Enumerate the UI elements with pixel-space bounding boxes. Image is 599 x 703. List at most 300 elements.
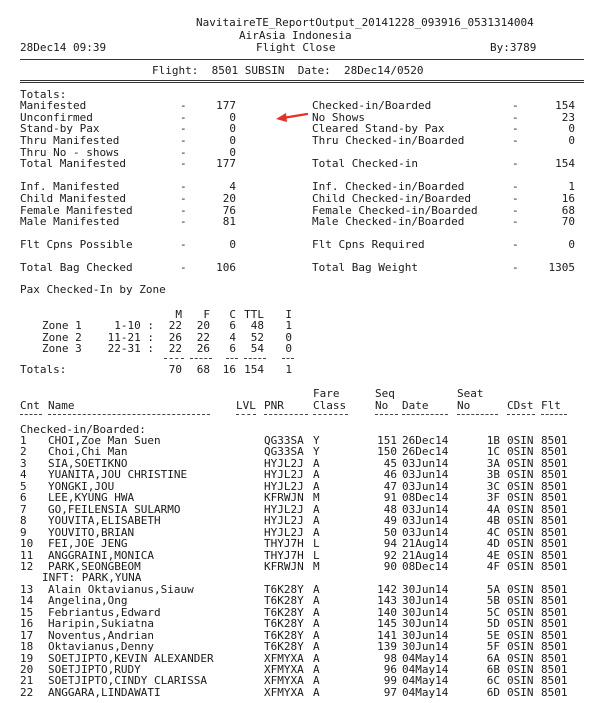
pax-cnt: 18 — [20, 640, 34, 654]
totals-left-value: 76 — [222, 204, 236, 217]
totals-right-label: Inf. Checked-in/Boarded — [312, 180, 465, 193]
pax-name: SOETJIPTO,KEVIN ALEXANDER — [48, 651, 214, 665]
totals-left-label: Stand-by Pax — [20, 122, 100, 135]
totals-right-dash: - — [512, 238, 519, 251]
pax-seat: 4D — [486, 537, 500, 551]
zone-cell: 0 — [285, 330, 292, 344]
pax-fare-class: A — [313, 640, 320, 654]
pax-name: Alain Oktavianus,Siauw — [48, 582, 194, 596]
pax-seat: 4F — [486, 559, 500, 573]
pax-date: 30Jun14 — [402, 594, 449, 608]
zone-cell: 48 — [250, 319, 264, 332]
pax-pnr: HYJL2J — [264, 456, 304, 470]
pax-date: 04May14 — [402, 663, 449, 676]
pax-name: CHOI,Zoe Man Suen — [48, 434, 161, 447]
pax-cdst: 0SIN — [507, 685, 534, 699]
pax-date: 08Dec14 — [402, 491, 449, 505]
pax-seq: 139 — [377, 640, 397, 654]
totals-right-value: 1 — [568, 180, 575, 193]
pax-name: GO,FEILENSIA SULARMO — [48, 502, 181, 516]
zone-cell: 6 — [229, 319, 236, 332]
pax-flt: 8501 — [541, 674, 568, 688]
pax-cnt: 5 — [20, 479, 27, 493]
totals-right-value: 0 — [568, 134, 575, 147]
pax-cdst: 0SIN — [507, 594, 534, 608]
pax-header-dash — [236, 414, 256, 415]
report-name: Flight Close — [256, 41, 336, 54]
pax-flt: 8501 — [541, 617, 568, 631]
pax-name: PARK,SEONGBEOM — [48, 559, 141, 573]
totals-right-label: Flt Cpns Required — [312, 238, 425, 251]
totals-left-label: Inf. Manifested — [20, 180, 120, 193]
totals-left-value: 106 — [216, 261, 236, 274]
totals-left-dash: - — [180, 180, 187, 193]
pax-fare-class: Y — [313, 434, 320, 447]
pax-fare-class: L — [313, 548, 320, 562]
col-date: Date — [402, 399, 429, 412]
pax-flt: 8501 — [541, 479, 568, 493]
pax-name: SOETJIPTO,CINDY CLARISSA — [48, 674, 207, 688]
pax-seq: 48 — [383, 502, 397, 516]
zone-total-rule — [244, 358, 266, 359]
zone-col-header: TTL — [244, 308, 264, 321]
pax-flt: 8501 — [541, 548, 568, 562]
zone-cell: 0 — [285, 342, 292, 355]
totals-right-value: 0 — [568, 122, 575, 135]
col-name: Name — [48, 399, 75, 412]
zone-total-cell: 68 — [196, 363, 210, 376]
pax-fare-class: M — [313, 491, 320, 505]
pax-cdst: 0SIN — [507, 640, 534, 654]
zone-total-cell: 16 — [222, 363, 236, 376]
totals-left-dash: - — [180, 192, 187, 205]
totals-right-dash: - — [512, 204, 519, 217]
pax-cdst: 0SIN — [507, 559, 534, 573]
totals-left-label: Total Bag Checked — [20, 261, 133, 274]
col-seat-label: Seat — [457, 387, 484, 400]
totals-right-label: Thru Checked-in/Boarded — [312, 134, 465, 147]
totals-right-dash: - — [512, 215, 519, 228]
pax-cnt: 20 — [20, 663, 34, 676]
totals-left-value: 0 — [229, 111, 236, 124]
pax-seat: 5D — [486, 617, 500, 631]
pax-seq: 45 — [383, 456, 397, 470]
totals-left-label: Unconfirmed — [20, 111, 93, 124]
col-flt: Flt — [541, 399, 561, 412]
pax-cnt: 10 — [20, 537, 34, 551]
pax-cnt: 21 — [20, 674, 34, 688]
pax-fare-class: A — [313, 628, 320, 642]
pax-pnr: KFRWJN — [264, 491, 304, 505]
pax-fare-class: M — [313, 559, 320, 573]
pax-name: Oktavianus,Denny — [48, 640, 154, 654]
totals-right-value: 68 — [561, 204, 575, 217]
zone-cell: 6 — [229, 342, 236, 355]
pax-flt: 8501 — [541, 594, 568, 608]
pax-seq: 94 — [383, 537, 397, 551]
pax-date: 04May14 — [402, 651, 449, 665]
zone-total-rule — [282, 358, 294, 359]
pax-cdst: 0SIN — [507, 582, 534, 596]
pax-cdst: 0SIN — [507, 434, 534, 447]
totals-right-label: Female Checked-in/Boarded — [312, 204, 478, 217]
pax-cnt: 2 — [20, 445, 27, 459]
totals-right-dash: - — [512, 157, 519, 170]
totals-right-label: Cleared Stand-by Pax — [312, 122, 445, 135]
header-rule-bottom — [20, 80, 584, 83]
totals-right-label: Checked-in/Boarded — [312, 99, 432, 112]
pax-seat: 4C — [486, 525, 500, 539]
pax-fare-class: A — [313, 617, 320, 631]
pax-seat: 6D — [486, 685, 500, 699]
pax-cdst: 0SIN — [507, 514, 534, 528]
pax-seat: 3B — [486, 468, 500, 482]
pax-name: FEI,JOE JENG — [48, 537, 128, 551]
totals-left-dash: - — [180, 111, 187, 124]
totals-left-label: Male Manifested — [20, 215, 120, 228]
zone-row-name: Zone 2 — [42, 330, 82, 344]
pax-seq: 97 — [383, 685, 397, 699]
zone-row-name: Zone 3 — [42, 342, 82, 355]
pax-fare-class: A — [313, 685, 320, 699]
pax-pnr: T6K28Y — [264, 640, 304, 654]
totals-left-label: Manifested — [20, 99, 87, 112]
pax-date: 30Jun14 — [402, 617, 449, 631]
pax-flt: 8501 — [541, 685, 568, 699]
totals-left-dash: - — [180, 261, 187, 274]
totals-right-value: 23 — [561, 111, 575, 124]
pax-date: 03Jun14 — [402, 514, 449, 528]
pax-cdst: 0SIN — [507, 502, 534, 516]
pax-pnr: T6K28Y — [264, 628, 304, 642]
pax-cnt: 4 — [20, 468, 27, 482]
pax-fare-class: A — [313, 674, 320, 688]
totals-left-value: 0 — [229, 134, 236, 147]
totals-right-value: 154 — [555, 99, 575, 112]
pax-fare-class: A — [313, 502, 320, 516]
pax-cdst: 0SIN — [507, 548, 534, 562]
zone-col-header: C — [229, 308, 236, 321]
pax-seat: 6B — [486, 663, 500, 676]
pax-flt: 8501 — [541, 628, 568, 642]
pax-seq: 143 — [377, 594, 397, 608]
totals-right-value: 16 — [561, 192, 575, 205]
pax-flt: 8501 — [541, 514, 568, 528]
pax-seat: 1C — [486, 445, 500, 459]
pax-cdst: 0SIN — [507, 674, 534, 688]
pax-seq: 150 — [377, 445, 397, 459]
pax-cnt: 6 — [20, 491, 27, 505]
pax-seat: 3C — [486, 479, 500, 493]
pax-header-dash — [20, 414, 42, 415]
pax-cnt: 1 — [20, 434, 27, 447]
pax-fare-class: A — [313, 582, 320, 596]
totals-right-dash: - — [512, 192, 519, 205]
pax-date: 26Dec14 — [402, 445, 449, 459]
pax-fare-class: A — [313, 468, 320, 482]
pax-pnr: KFRWJN — [264, 559, 304, 573]
pax-date: 03Jun14 — [402, 479, 449, 493]
pax-fare-class: A — [313, 514, 320, 528]
report-datetime: 28Dec14 09:39 — [20, 41, 107, 54]
pax-pnr: HYJL2J — [264, 525, 304, 539]
pax-seat: 5C — [486, 605, 500, 619]
totals-left-label: Child Manifested — [20, 192, 126, 205]
pax-seq: 140 — [377, 605, 397, 619]
pax-cnt: 19 — [20, 651, 34, 665]
pax-cdst: 0SIN — [507, 479, 534, 493]
pax-fare-class: A — [313, 594, 320, 608]
pax-flt: 8501 — [541, 468, 568, 482]
zone-total-cell: 70 — [168, 363, 182, 376]
pax-pnr: HYJL2J — [264, 468, 304, 482]
pax-cnt: 13 — [20, 582, 34, 596]
pax-seat: 4A — [486, 502, 500, 516]
pax-cnt: 3 — [20, 456, 27, 470]
pax-seat: 3F — [486, 491, 500, 505]
pax-name: Haripin,Sukiatna — [48, 617, 154, 631]
pax-flt: 8501 — [541, 651, 568, 665]
zones-heading: Pax Checked-In by Zone — [20, 283, 166, 296]
zone-row-range: 11-21 : — [107, 330, 154, 344]
totals-right-value: 70 — [561, 215, 575, 228]
pax-date: 04May14 — [402, 674, 449, 688]
totals-right-label: Total Checked-in — [312, 157, 418, 170]
totals-heading: Totals: — [20, 88, 67, 101]
pax-seq: 145 — [377, 617, 397, 631]
pax-date: 03Jun14 — [402, 502, 449, 516]
zone-totals-label: Totals: — [20, 363, 67, 376]
pax-flt: 8501 — [541, 605, 568, 619]
pax-name: Febriantus,Edward — [48, 605, 161, 619]
pax-cdst: 0SIN — [507, 491, 534, 505]
pax-header-dash — [48, 414, 210, 415]
pax-section-label: Checked-in/Boarded: — [20, 423, 146, 436]
zone-cell: 54 — [250, 342, 264, 355]
zone-cell: 20 — [196, 319, 210, 332]
totals-right-value: 1305 — [548, 261, 575, 274]
pax-date: 30Jun14 — [402, 628, 449, 642]
pax-name: INFT: PARK,YUNA — [42, 571, 142, 585]
pax-cdst: 0SIN — [507, 663, 534, 676]
totals-left-dash: - — [180, 146, 187, 159]
totals-left-dash: - — [180, 122, 187, 135]
pax-pnr: XFMYXA — [264, 674, 304, 688]
pax-pnr: T6K28Y — [264, 582, 304, 596]
totals-left-dash: - — [180, 215, 187, 228]
col-seq-no: No — [375, 399, 389, 412]
totals-left-value: 4 — [229, 180, 236, 193]
pax-flt: 8501 — [541, 445, 568, 459]
totals-right-label: No Shows — [312, 111, 365, 124]
pax-seq: 91 — [383, 491, 397, 505]
pax-pnr: THYJ7H — [264, 537, 304, 551]
zone-cell: 52 — [250, 330, 264, 344]
pax-seq: 98 — [383, 651, 397, 665]
pax-seq: 142 — [377, 582, 397, 596]
col-seq-label: Seq — [375, 387, 395, 400]
red-arrow-icon — [274, 110, 308, 124]
zone-cell: 22 — [168, 319, 182, 332]
pax-header-dash — [313, 414, 348, 415]
pax-header-dash — [402, 414, 448, 415]
pax-flt: 8501 — [541, 582, 568, 596]
pax-seat: 4B — [486, 514, 500, 528]
pax-pnr: THYJ7H — [264, 548, 304, 562]
col-pnr: PNR — [264, 399, 284, 412]
pax-pnr: QG33SA — [264, 445, 304, 459]
pax-date: 03Jun14 — [402, 456, 449, 470]
pax-seat: 6C — [486, 674, 500, 688]
totals-left-dash: - — [180, 157, 187, 170]
totals-right-dash: - — [512, 180, 519, 193]
pax-cdst: 0SIN — [507, 468, 534, 482]
zone-total-cell: 1 — [285, 363, 292, 376]
pax-date: 04May14 — [402, 685, 449, 699]
zone-cell: 26 — [196, 342, 210, 355]
pax-pnr: T6K28Y — [264, 594, 304, 608]
pax-seat: 6A — [486, 651, 500, 665]
pax-name: SIA,SOETIKNO — [48, 456, 128, 470]
pax-seq: 96 — [383, 663, 397, 676]
pax-pnr: T6K28Y — [264, 605, 304, 619]
pax-name: YONGKI,JOU — [48, 479, 115, 493]
pax-cnt: 9 — [20, 525, 27, 539]
pax-seat: 3A — [486, 456, 500, 470]
pax-seq: 141 — [377, 628, 397, 642]
pax-date: 03Jun14 — [402, 525, 449, 539]
pax-header-dash — [507, 414, 535, 415]
header-rule-top — [20, 59, 584, 60]
pax-fare-class: A — [313, 525, 320, 539]
pax-cnt: 7 — [20, 502, 27, 516]
totals-right-dash: - — [512, 99, 519, 112]
pax-cnt: 16 — [20, 617, 34, 631]
pax-date: 03Jun14 — [402, 468, 449, 482]
pax-fare-class: A — [313, 651, 320, 665]
zone-row-name: Zone 1 — [42, 319, 82, 332]
pax-pnr: HYJL2J — [264, 514, 304, 528]
pax-flt: 8501 — [541, 491, 568, 505]
pax-fare-class: L — [313, 537, 320, 551]
col-cnt: Cnt — [20, 399, 40, 412]
zone-col-header: F — [203, 308, 210, 321]
pax-pnr: QG33SA — [264, 434, 304, 447]
pax-cnt: 11 — [20, 548, 34, 562]
pax-flt: 8501 — [541, 502, 568, 516]
totals-right-value: 0 — [568, 238, 575, 251]
pax-cdst: 0SIN — [507, 456, 534, 470]
pax-cdst: 0SIN — [507, 605, 534, 619]
pax-pnr: HYJL2J — [264, 502, 304, 516]
pax-seq: 49 — [383, 514, 397, 528]
col-cdst: CDst — [507, 399, 534, 412]
report-title: NavitaireTE_ReportOutput_20141228_093916_0531314004 — [196, 16, 534, 29]
col-seat-no: No — [457, 399, 471, 412]
pax-cnt: 8 — [20, 514, 27, 528]
pax-seq: 92 — [383, 548, 397, 562]
zone-cell: 22 — [168, 342, 182, 355]
pax-flt: 8501 — [541, 663, 568, 676]
pax-name: SOETJIPTO,RUDY — [48, 663, 141, 676]
pax-cdst: 0SIN — [507, 617, 534, 631]
pax-fare-class: Y — [313, 445, 320, 459]
zone-cell: 22 — [196, 330, 210, 344]
pax-name: ANGGRAINI,MONICA — [48, 548, 154, 562]
pax-name: Noventus,Andrian — [48, 628, 154, 642]
totals-left-label: Flt Cpns Possible — [20, 238, 133, 251]
airline-name: AirAsia Indonesia — [239, 29, 352, 42]
pax-cdst: 0SIN — [507, 628, 534, 642]
pax-cnt: 22 — [20, 685, 34, 699]
totals-left-value: 0 — [229, 122, 236, 135]
totals-left-label: Thru No - shows — [20, 146, 120, 159]
zone-row-range: 1-10 : — [114, 319, 154, 332]
pax-pnr: T6K28Y — [264, 617, 304, 631]
pax-flt: 8501 — [541, 456, 568, 470]
totals-left-label: Female Manifested — [20, 204, 133, 217]
pax-seat: 5F — [486, 640, 500, 654]
pax-fare-class: A — [313, 663, 320, 676]
totals-left-value: 177 — [216, 99, 236, 112]
totals-left-dash: - — [180, 134, 187, 147]
pax-name: YOUVITA,ELISABETH — [48, 514, 161, 528]
pax-seq: 90 — [383, 559, 397, 573]
col-fare-class: Class — [313, 399, 347, 412]
flight-info: Flight: 8501 SUBSIN Date: 28Dec14/0520 — [152, 64, 424, 77]
zone-total-rule — [226, 358, 238, 359]
totals-left-dash: - — [180, 238, 187, 251]
pax-flt: 8501 — [541, 525, 568, 539]
pax-seat: 5E — [486, 628, 500, 642]
pax-flt: 8501 — [541, 537, 568, 551]
pax-cdst: 0SIN — [507, 651, 534, 665]
zone-cell: 4 — [229, 330, 236, 344]
pax-header-dash — [264, 414, 308, 415]
pax-seat: 4E — [486, 548, 500, 562]
pax-header-dash — [375, 414, 398, 415]
pax-pnr: HYJL2J — [264, 479, 304, 493]
report-by: By:3789 — [490, 41, 537, 54]
zone-col-header: M — [175, 308, 182, 321]
pax-seq: 50 — [383, 525, 397, 539]
zone-total-rule — [164, 358, 184, 359]
totals-right-dash: - — [512, 111, 519, 124]
pax-seat: 1B — [486, 434, 500, 447]
pax-fare-class: A — [313, 605, 320, 619]
pax-cdst: 0SIN — [507, 525, 534, 539]
totals-left-dash: - — [180, 99, 187, 112]
totals-right-label: Total Bag Weight — [312, 261, 418, 274]
totals-left-label: Thru Manifested — [20, 134, 120, 147]
totals-left-dash: - — [180, 204, 187, 217]
pax-name: ANGGARA,LINDAWATI — [48, 685, 161, 699]
pax-date: 21Aug14 — [402, 548, 449, 562]
pax-pnr: XFMYXA — [264, 685, 304, 699]
pax-seq: 99 — [383, 674, 397, 688]
pax-date: 21Aug14 — [402, 537, 449, 551]
pax-header-dash — [541, 414, 567, 415]
pax-flt: 8501 — [541, 559, 568, 573]
col-fare-label: Fare — [313, 387, 340, 400]
pax-flt: 8501 — [541, 434, 568, 447]
pax-fare-class: A — [313, 456, 320, 470]
pax-cdst: 0SIN — [507, 445, 534, 459]
totals-left-value: 20 — [222, 192, 236, 205]
totals-left-value: 0 — [229, 146, 236, 159]
totals-left-value: 0 — [229, 238, 236, 251]
pax-seq: 46 — [383, 468, 397, 482]
